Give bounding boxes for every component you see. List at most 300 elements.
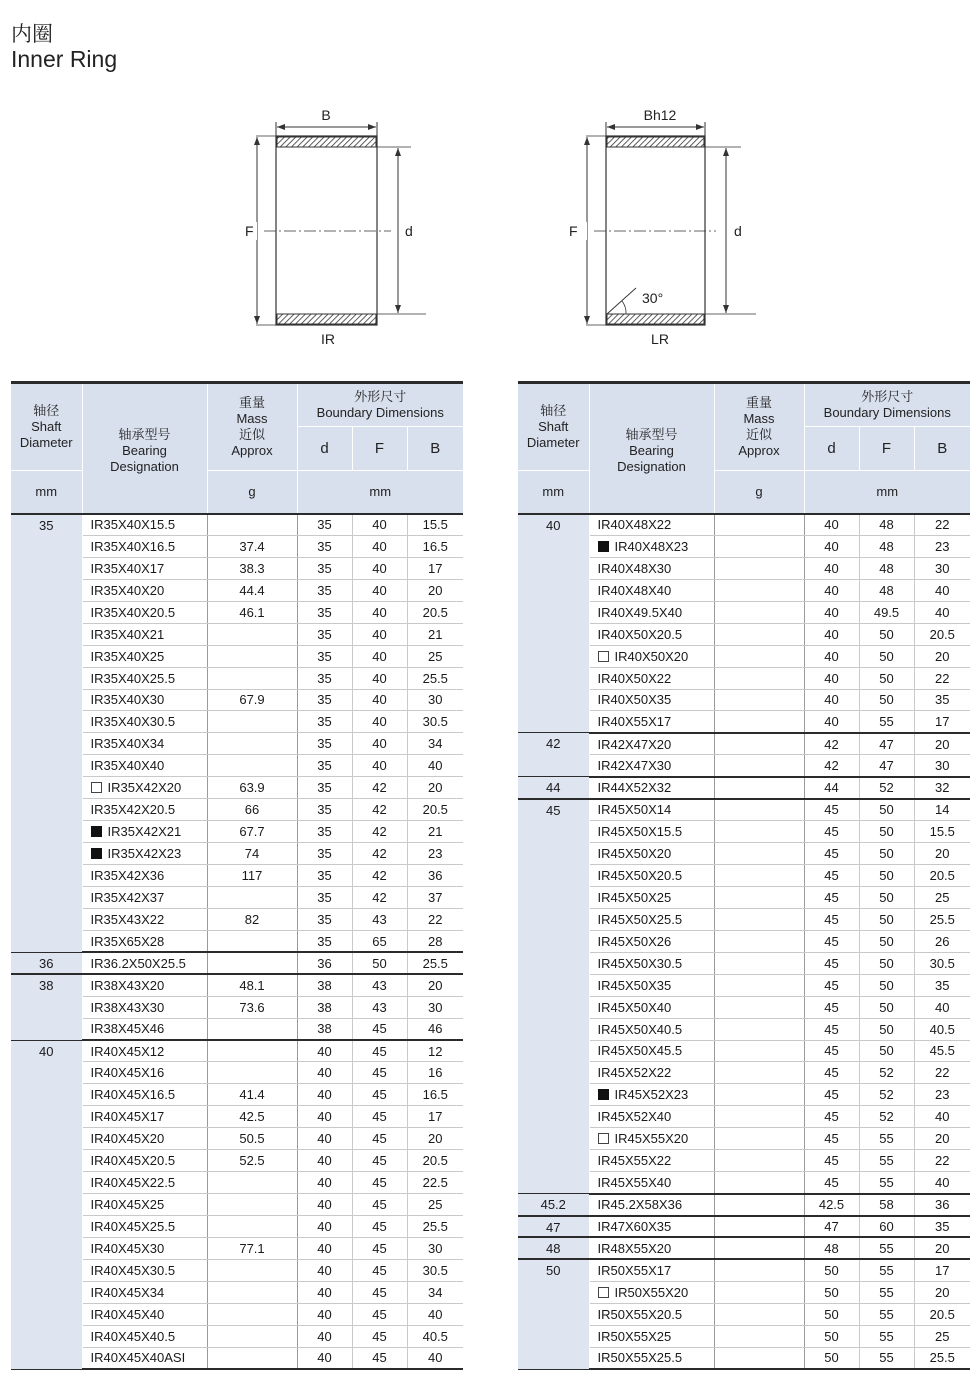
- unit-shaft: mm: [11, 471, 82, 514]
- designation-text: IR35X42X21: [107, 824, 182, 840]
- d-cell: 35: [297, 908, 352, 930]
- f-cell: 40: [352, 755, 407, 777]
- designation-text: IR40X50X22: [597, 670, 672, 686]
- f-cell: 52: [859, 1084, 914, 1106]
- b-cell: 25.5: [407, 1216, 463, 1238]
- f-cell: 45: [352, 1106, 407, 1128]
- b-cell: 16: [407, 1062, 463, 1084]
- designation-cell: [82, 601, 207, 623]
- designation-cell: [589, 843, 714, 865]
- f-cell: 40: [352, 623, 407, 645]
- designation-text: IR35X40X20.5: [90, 604, 176, 620]
- d-cell: 38: [297, 996, 352, 1018]
- designation-cell: [82, 777, 207, 799]
- f-cell: 45: [352, 1040, 407, 1062]
- b-cell: 17: [914, 1259, 970, 1281]
- d-cell: 45: [804, 1084, 859, 1106]
- table-row: [518, 733, 970, 755]
- mass-cell: [714, 952, 804, 974]
- d-cell: 40: [804, 535, 859, 557]
- d-cell: 35: [297, 667, 352, 689]
- designation-text: IR40X48X22: [597, 517, 672, 533]
- f-cell: 50: [859, 667, 914, 689]
- designation-cell: [589, 865, 714, 887]
- table-row: [518, 1237, 970, 1259]
- designation-cell: [82, 1128, 207, 1150]
- d-cell: 40: [297, 1281, 352, 1303]
- designation-text: IR40X55X17: [597, 714, 672, 730]
- open-square-icon: [598, 651, 609, 662]
- shaft-diameter-cell: 36: [11, 952, 82, 974]
- f-cell: 52: [859, 777, 914, 799]
- designation-text: IR40X45X20.5: [90, 1153, 176, 1169]
- mass-cell: [714, 711, 804, 733]
- f-cell: 52: [859, 1062, 914, 1084]
- designation-cell: [82, 1150, 207, 1172]
- designation-text: IR50X55X25: [597, 1328, 672, 1344]
- mass-cell: 67.7: [207, 821, 297, 843]
- designation-text: IR45X50X40: [597, 999, 672, 1015]
- mass-cell: 82: [207, 908, 297, 930]
- diagram-caption-lr: LR: [651, 331, 669, 347]
- filled-square-icon: [91, 848, 102, 859]
- designation-cell: [82, 1194, 207, 1216]
- spec-table-body-left: [11, 514, 463, 1370]
- designation-cell: [589, 1172, 714, 1194]
- mass-cell: [714, 908, 804, 930]
- d-cell: 40: [297, 1040, 352, 1062]
- designation-text: IR45X55X20: [614, 1131, 689, 1147]
- d-cell: 45: [804, 974, 859, 996]
- b-cell: 22: [914, 667, 970, 689]
- mass-cell: [207, 952, 297, 974]
- designation-cell: [589, 1106, 714, 1128]
- d-cell: 40: [804, 711, 859, 733]
- f-cell: 45: [352, 1150, 407, 1172]
- designation-cell: [82, 996, 207, 1018]
- designation-text: IR45X55X22: [597, 1153, 672, 1169]
- f-cell: 45: [352, 1128, 407, 1150]
- mass-cell: [207, 733, 297, 755]
- designation-text: IR35X43X22: [90, 911, 165, 927]
- d-cell: 44: [804, 777, 859, 799]
- designation-text: IR50X55X20.5: [597, 1306, 683, 1322]
- designation-text: IR40X45X25: [90, 1197, 165, 1213]
- f-cell: 50: [859, 865, 914, 887]
- designation-cell: [82, 733, 207, 755]
- f-cell: 45: [352, 1303, 407, 1325]
- designation-text: IR35X40X34: [90, 736, 165, 752]
- header-designation: 轴承型号 Bearing Designation: [82, 383, 207, 514]
- d-cell: 42: [804, 755, 859, 777]
- designation-text: IR35X40X21: [90, 626, 165, 642]
- designation-cell: [589, 579, 714, 601]
- page-title: Inner Ring: [11, 46, 118, 72]
- mass-cell: [207, 514, 297, 536]
- b-cell: 30: [407, 996, 463, 1018]
- designation-text: IR40X45X25.5: [90, 1218, 176, 1234]
- b-cell: 34: [407, 733, 463, 755]
- d-cell: 35: [297, 645, 352, 667]
- d-cell: 40: [804, 579, 859, 601]
- mass-cell: [207, 667, 297, 689]
- d-cell: 45: [804, 1128, 859, 1150]
- mass-cell: 77.1: [207, 1237, 297, 1259]
- f-cell: 45: [352, 1084, 407, 1106]
- dim-label-f: F: [245, 223, 254, 239]
- b-cell: 36: [914, 1194, 970, 1216]
- f-cell: 45: [352, 1325, 407, 1347]
- d-cell: 45: [804, 1062, 859, 1084]
- designation-text: IR42X47X30: [597, 758, 672, 774]
- designation-text: IR40X50X35: [597, 692, 672, 708]
- f-cell: 45: [352, 1259, 407, 1281]
- mass-cell: [714, 514, 804, 536]
- open-square-icon: [598, 1133, 609, 1144]
- table-row: [518, 799, 970, 821]
- designation-text: IR40X45X34: [90, 1284, 165, 1300]
- designation-cell: [589, 908, 714, 930]
- d-cell: 45: [804, 952, 859, 974]
- f-cell: 43: [352, 908, 407, 930]
- f-cell: 40: [352, 514, 407, 536]
- mass-cell: [714, 689, 804, 711]
- d-cell: 35: [297, 689, 352, 711]
- d-cell: 40: [804, 623, 859, 645]
- designation-cell: [589, 1325, 714, 1347]
- b-cell: 30: [407, 1237, 463, 1259]
- designation-cell: [82, 1172, 207, 1194]
- f-cell: 55: [859, 1237, 914, 1259]
- shaft-diameter-cell: 40: [11, 1040, 82, 1369]
- dim-label-bh12: Bh12: [643, 107, 677, 123]
- f-cell: 42: [352, 821, 407, 843]
- mass-cell: [207, 1303, 297, 1325]
- d-cell: 50: [804, 1281, 859, 1303]
- f-cell: 52: [859, 1106, 914, 1128]
- f-cell: 40: [352, 689, 407, 711]
- dim-label-f-lr: F: [569, 223, 578, 239]
- d-cell: 45: [804, 821, 859, 843]
- d-cell: 45: [804, 996, 859, 1018]
- f-cell: 50: [859, 1040, 914, 1062]
- mass-cell: [207, 1018, 297, 1040]
- mass-cell: [714, 733, 804, 755]
- d-cell: 40: [297, 1128, 352, 1150]
- mass-cell: 44.4: [207, 579, 297, 601]
- designation-cell: [82, 1237, 207, 1259]
- header-b: B: [407, 427, 463, 471]
- mass-cell: [714, 601, 804, 623]
- d-cell: 50: [804, 1347, 859, 1369]
- b-cell: 23: [914, 535, 970, 557]
- f-cell: 55: [859, 1281, 914, 1303]
- d-cell: 35: [297, 865, 352, 887]
- designation-cell: [82, 908, 207, 930]
- header-mass: 重量 Mass 近似 Approx: [714, 383, 804, 471]
- b-cell: 35: [914, 974, 970, 996]
- d-cell: 40: [804, 689, 859, 711]
- designation-cell: [589, 1237, 714, 1259]
- b-cell: 30: [407, 689, 463, 711]
- b-cell: 22.5: [407, 1172, 463, 1194]
- designation-text: IR45X52X40: [597, 1109, 672, 1125]
- f-cell: 48: [859, 557, 914, 579]
- mass-cell: [714, 1325, 804, 1347]
- designation-cell: [589, 821, 714, 843]
- d-cell: 38: [297, 974, 352, 996]
- designation-text: IR40X45X30.5: [90, 1262, 176, 1278]
- designation-cell: [82, 1018, 207, 1040]
- b-cell: 30: [914, 557, 970, 579]
- designation-text: IR44X52X32: [597, 780, 672, 796]
- f-cell: 40: [352, 667, 407, 689]
- f-cell: 45: [352, 1018, 407, 1040]
- d-cell: 45: [804, 865, 859, 887]
- designation-text: IR40X50X20.5: [597, 626, 683, 642]
- f-cell: 50: [859, 1018, 914, 1040]
- designation-text: IR35X40X40: [90, 758, 165, 774]
- b-cell: 40.5: [407, 1325, 463, 1347]
- mass-cell: [714, 799, 804, 821]
- d-cell: 45: [804, 908, 859, 930]
- mass-cell: [714, 777, 804, 799]
- b-cell: 25.5: [407, 952, 463, 974]
- b-cell: 20: [914, 1128, 970, 1150]
- mass-cell: 66: [207, 799, 297, 821]
- designation-cell: [589, 623, 714, 645]
- d-cell: 40: [297, 1303, 352, 1325]
- header-boundary-dimensions: 外形尺寸 Boundary Dimensions: [297, 383, 463, 427]
- designation-cell: [589, 1062, 714, 1084]
- shaft-diameter-cell: 47: [518, 1216, 589, 1238]
- designation-text: IR45X50X25: [597, 889, 672, 905]
- open-square-icon: [91, 782, 102, 793]
- mass-cell: [207, 1172, 297, 1194]
- designation-text: IR40X45X40ASI: [90, 1350, 186, 1366]
- b-cell: 40: [914, 1106, 970, 1128]
- designation-text: IR40X49.5X40: [597, 604, 683, 620]
- d-cell: 40: [297, 1194, 352, 1216]
- b-cell: 30: [914, 755, 970, 777]
- dim-label-d-lr: d: [734, 223, 742, 239]
- shaft-diameter-cell: 35: [11, 514, 82, 953]
- f-cell: 40: [352, 733, 407, 755]
- filled-square-icon: [598, 541, 609, 552]
- shaft-diameter-cell: 48: [518, 1237, 589, 1259]
- f-cell: 43: [352, 974, 407, 996]
- b-cell: 15.5: [914, 821, 970, 843]
- designation-text: IR45X52X23: [614, 1087, 689, 1103]
- b-cell: 30.5: [407, 711, 463, 733]
- spec-table-body-right: [518, 514, 970, 1370]
- mass-cell: 41.4: [207, 1084, 297, 1106]
- d-cell: 42: [804, 733, 859, 755]
- b-cell: 17: [914, 711, 970, 733]
- designation-cell: [589, 755, 714, 777]
- b-cell: 25.5: [914, 908, 970, 930]
- mass-cell: [207, 1194, 297, 1216]
- designation-text: IR42X47X20: [597, 736, 672, 752]
- header-shaft: 轴径 Shaft Diameter: [518, 383, 589, 471]
- d-cell: 40: [297, 1216, 352, 1238]
- mass-cell: [207, 1040, 297, 1062]
- header-d: d: [804, 427, 859, 471]
- d-cell: 45: [804, 799, 859, 821]
- d-cell: 45: [804, 930, 859, 952]
- filled-square-icon: [91, 826, 102, 837]
- designation-text: IR35X40X17: [90, 560, 165, 576]
- d-cell: 42.5: [804, 1194, 859, 1216]
- d-cell: 50: [804, 1259, 859, 1281]
- designation-text: IR40X45X40: [90, 1306, 165, 1322]
- table-row: [518, 1216, 970, 1238]
- designation-cell: [589, 601, 714, 623]
- mass-cell: 37.4: [207, 535, 297, 557]
- b-cell: 40: [914, 601, 970, 623]
- mass-cell: [714, 1084, 804, 1106]
- designation-text: IR35X40X25.5: [90, 670, 176, 686]
- f-cell: 58: [859, 1194, 914, 1216]
- designation-text: IR40X45X16.5: [90, 1087, 176, 1103]
- f-cell: 65: [352, 930, 407, 952]
- mass-cell: 38.3: [207, 557, 297, 579]
- mass-cell: [207, 755, 297, 777]
- designation-text: IR35X42X37: [90, 889, 165, 905]
- d-cell: 45: [804, 886, 859, 908]
- f-cell: 48: [859, 514, 914, 536]
- designation-text: IR45X52X22: [597, 1065, 672, 1081]
- d-cell: 40: [804, 601, 859, 623]
- designation-cell: [82, 667, 207, 689]
- d-cell: 35: [297, 535, 352, 557]
- d-cell: 40: [297, 1259, 352, 1281]
- mass-cell: [207, 1281, 297, 1303]
- b-cell: 35: [914, 689, 970, 711]
- b-cell: 20: [407, 974, 463, 996]
- d-cell: 36: [297, 952, 352, 974]
- f-cell: 40: [352, 711, 407, 733]
- shaft-diameter-cell: 38: [11, 974, 82, 1040]
- f-cell: 55: [859, 1325, 914, 1347]
- b-cell: 46: [407, 1018, 463, 1040]
- f-cell: 47: [859, 755, 914, 777]
- mass-cell: [207, 711, 297, 733]
- designation-cell: [82, 886, 207, 908]
- designation-cell: [82, 1216, 207, 1238]
- d-cell: 45: [804, 1106, 859, 1128]
- header-f: F: [859, 427, 914, 471]
- b-cell: 20: [407, 1128, 463, 1150]
- d-cell: 35: [297, 711, 352, 733]
- designation-cell: [589, 711, 714, 733]
- designation-cell: [589, 1259, 714, 1281]
- designation-text: IR35X40X25: [90, 648, 165, 664]
- b-cell: 20: [914, 843, 970, 865]
- d-cell: 40: [804, 514, 859, 536]
- d-cell: 50: [804, 1325, 859, 1347]
- f-cell: 50: [859, 689, 914, 711]
- mass-cell: [714, 1259, 804, 1281]
- b-cell: 20.5: [407, 1150, 463, 1172]
- d-cell: 40: [297, 1106, 352, 1128]
- ir-diagram: [236, 100, 436, 350]
- designation-text: IR35X40X30: [90, 692, 165, 708]
- b-cell: 25: [914, 886, 970, 908]
- designation-cell: [589, 952, 714, 974]
- b-cell: 22: [914, 1062, 970, 1084]
- mass-cell: [714, 865, 804, 887]
- b-cell: 40: [407, 1347, 463, 1369]
- f-cell: 60: [859, 1216, 914, 1238]
- b-cell: 34: [407, 1281, 463, 1303]
- designation-cell: [589, 557, 714, 579]
- designation-cell: [589, 886, 714, 908]
- b-cell: 22: [914, 1150, 970, 1172]
- unit-dimensions: mm: [297, 471, 463, 514]
- spec-table-right: [518, 381, 970, 1370]
- d-cell: 35: [297, 799, 352, 821]
- header-f: F: [352, 427, 407, 471]
- d-cell: 45: [804, 843, 859, 865]
- designation-text: IR40X45X22.5: [90, 1175, 176, 1191]
- mass-cell: [207, 1062, 297, 1084]
- b-cell: 25: [407, 645, 463, 667]
- f-cell: 50: [859, 799, 914, 821]
- b-cell: 40: [407, 755, 463, 777]
- f-cell: 50: [859, 645, 914, 667]
- designation-cell: [589, 689, 714, 711]
- f-cell: 48: [859, 535, 914, 557]
- d-cell: 40: [297, 1172, 352, 1194]
- designation-cell: [589, 1347, 714, 1369]
- designation-cell: [82, 1281, 207, 1303]
- chamfer-angle-label: 30°: [642, 290, 664, 306]
- f-cell: 50: [859, 930, 914, 952]
- d-cell: 35: [297, 777, 352, 799]
- designation-text: IR45X50X20: [597, 846, 672, 862]
- b-cell: 15.5: [407, 514, 463, 536]
- unit-mass: g: [207, 471, 297, 514]
- mass-cell: [714, 535, 804, 557]
- b-cell: 28: [407, 930, 463, 952]
- d-cell: 35: [297, 601, 352, 623]
- designation-text: IR48X55X20: [597, 1240, 672, 1256]
- mass-cell: [714, 579, 804, 601]
- designation-cell: [82, 557, 207, 579]
- mass-cell: 73.6: [207, 996, 297, 1018]
- d-cell: 48: [804, 1237, 859, 1259]
- d-cell: 47: [804, 1216, 859, 1238]
- designation-cell: [589, 1084, 714, 1106]
- f-cell: 50: [859, 843, 914, 865]
- table-row: [518, 514, 970, 536]
- mass-cell: [207, 1347, 297, 1369]
- designation-text: IR40X45X40.5: [90, 1328, 176, 1344]
- designation-cell: [82, 1062, 207, 1084]
- shaft-diameter-cell: 45.2: [518, 1194, 589, 1216]
- f-cell: 50: [859, 996, 914, 1018]
- designation-cell: [82, 1347, 207, 1369]
- unit-mass: g: [714, 471, 804, 514]
- b-cell: 40: [914, 1172, 970, 1194]
- mass-cell: [714, 1237, 804, 1259]
- header-shaft: 轴径 Shaft Diameter: [11, 383, 82, 471]
- designation-cell: [589, 1216, 714, 1238]
- mass-cell: [207, 1325, 297, 1347]
- designation-cell: [82, 821, 207, 843]
- designation-cell: [589, 1194, 714, 1216]
